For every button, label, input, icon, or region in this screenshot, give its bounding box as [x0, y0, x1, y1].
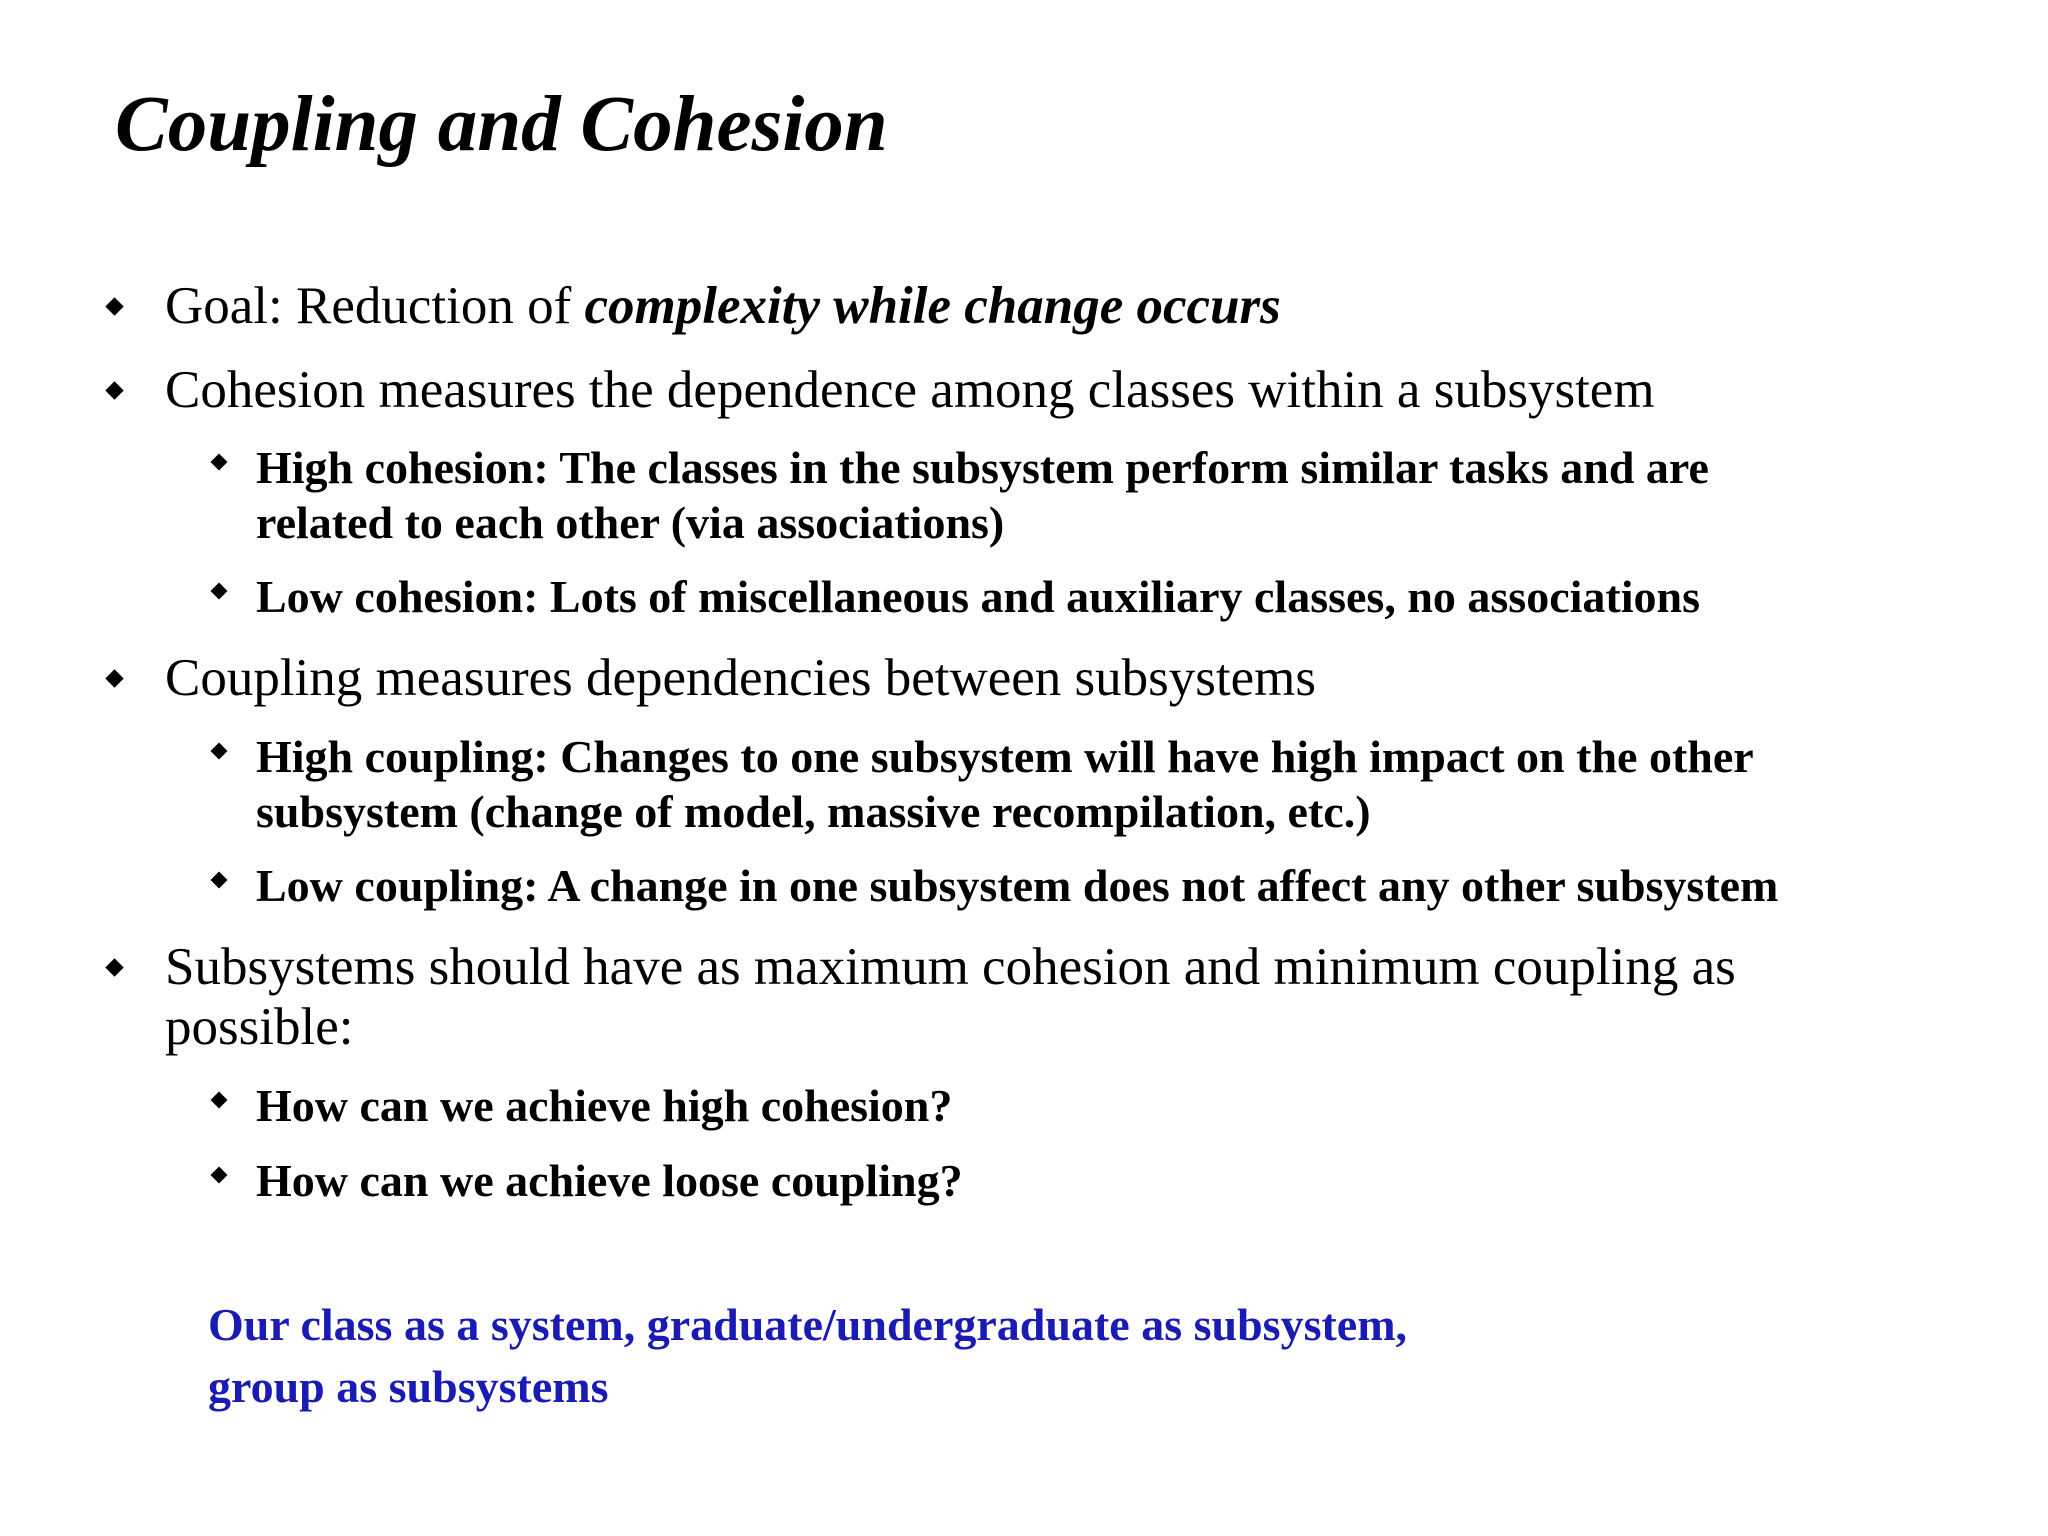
bullet-subsystems	[165, 937, 1736, 1057]
class-analogy-note-line2: group as subsystems	[208, 1361, 609, 1412]
sub-bullet-question-cohesion	[256, 1078, 952, 1133]
bullet-coupling-text: Coupling measures dependencies between subsystems	[165, 649, 1317, 707]
sub-bullet-question-coupling-line1: How can we achieve loose coupling?	[256, 1155, 963, 1206]
sub-bullet-high-cohesion-line2: related to each other (via associations)	[256, 497, 1005, 548]
sub-bullet-question-cohesion-line1: How can we achieve high cohesion?	[256, 1080, 953, 1131]
sub-bullet-diamond-icon	[211, 1167, 228, 1184]
sub-bullet-question-coupling	[256, 1153, 963, 1208]
bullet-cohesion-text: Cohesion measures the dependence among classes within a subsystem	[165, 361, 1655, 419]
sub-bullet-low-cohesion	[256, 569, 1700, 624]
class-analogy-note	[208, 1294, 1407, 1418]
class-analogy-note-line1: Our class as a system, graduate/undergraduate as subsystem,	[208, 1299, 1408, 1350]
bullet-goal-prefix: Goal: Reduction of	[165, 277, 585, 335]
sub-bullet-low-coupling	[256, 858, 1778, 913]
sub-bullet-high-coupling	[256, 729, 1754, 839]
sub-bullet-diamond-icon	[211, 872, 228, 889]
sub-bullet-diamond-icon	[211, 1092, 228, 1109]
bullet-diamond-icon	[105, 297, 123, 315]
sub-bullet-high-coupling-line1: High coupling: Changes to one subsystem will have high impact on the other	[256, 731, 1754, 782]
sub-bullet-diamond-icon	[211, 743, 228, 760]
bullet-diamond-icon	[105, 669, 123, 687]
bullet-goal	[165, 276, 1281, 336]
sub-bullet-high-cohesion-line1: High cohesion: The classes in the subsystem perform similar tasks and are	[256, 442, 1709, 493]
slide-title: Coupling and Cohesion	[115, 81, 888, 168]
sub-bullet-low-coupling-line1: Low coupling: A change in one subsystem does not affect any other subsystem	[256, 860, 1779, 911]
bullet-cohesion	[165, 360, 1655, 420]
bullet-coupling	[165, 648, 1316, 708]
sub-bullet-high-coupling-line2: subsystem (change of model, massive recompilation, etc.)	[256, 786, 1371, 837]
sub-bullet-diamond-icon	[211, 454, 228, 471]
sub-bullet-low-cohesion-line1: Low cohesion: Lots of miscellaneous and auxiliary classes, no associations	[256, 571, 1700, 622]
bullet-subsystems-line1: Subsystems should have as maximum cohesion and minimum coupling as	[165, 938, 1736, 996]
bullet-subsystems-line2: possible:	[165, 998, 354, 1056]
sub-bullet-high-cohesion	[256, 440, 1709, 550]
sub-bullet-diamond-icon	[211, 583, 228, 600]
bullet-diamond-icon	[105, 381, 123, 399]
bullet-goal-emphasis: complexity while change occurs	[584, 277, 1281, 335]
bullet-diamond-icon	[105, 958, 123, 976]
